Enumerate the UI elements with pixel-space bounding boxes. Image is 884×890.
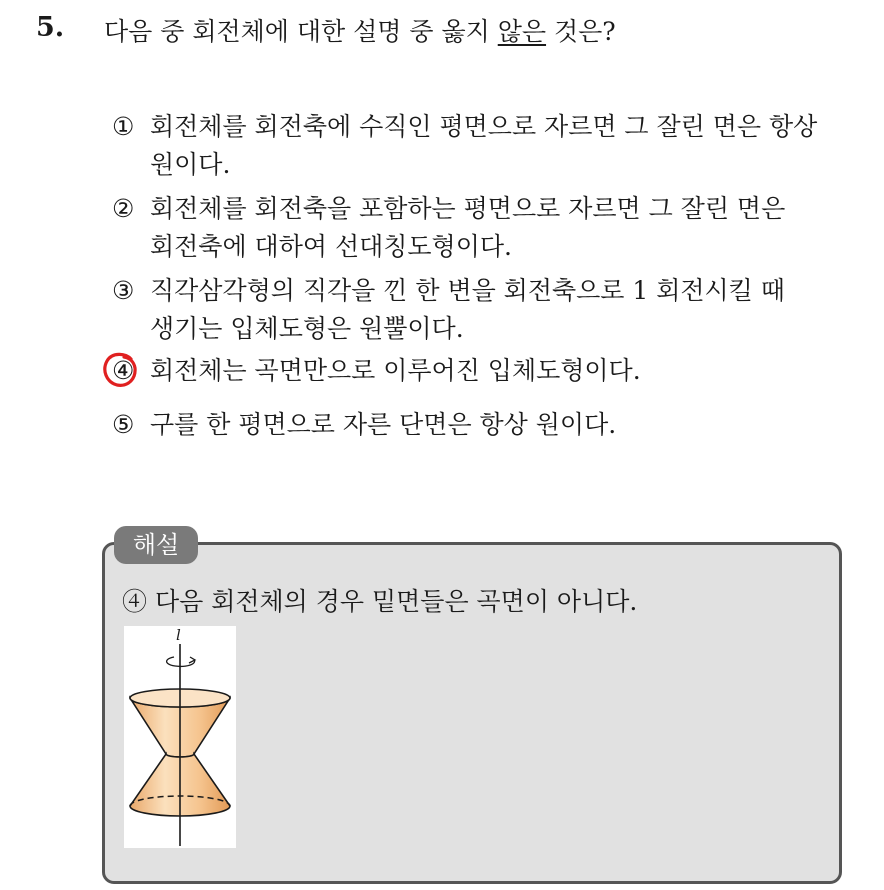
question-text-before: 다음 중 회전체에 대한 설명 중 옳지 xyxy=(104,17,498,46)
question-text-underlined: 않은 xyxy=(497,17,547,46)
choice-5[interactable] xyxy=(112,406,852,444)
double-cone-diagram xyxy=(124,626,236,848)
choice-5-text: 구를 한 평면으로 자른 단면은 항상 원이다. xyxy=(150,410,617,439)
choice-4[interactable] xyxy=(112,352,852,390)
choice-5-number: ⑤ xyxy=(112,410,135,439)
choice-3-line1: 직각삼각형의 직각을 낀 한 변을 회전축으로 1 회전시킬 때 xyxy=(150,276,785,305)
choice-1-line2: 원이다. xyxy=(150,150,231,179)
choice-2-line1: 회전체를 회전축을 포함하는 평면으로 자르면 그 잘린 면은 xyxy=(150,194,786,223)
choice-list xyxy=(112,108,852,444)
choice-4-number xyxy=(112,352,150,390)
axis-label: l xyxy=(176,626,181,644)
question-text xyxy=(104,12,616,48)
rotation-solid-figure xyxy=(124,626,236,848)
choice-3-text xyxy=(150,272,852,348)
question-number: 5. xyxy=(36,12,65,43)
choice-2[interactable] xyxy=(112,190,852,266)
choice-1[interactable] xyxy=(112,108,852,184)
choice-3-number: ③ xyxy=(112,276,135,305)
choice-1-text xyxy=(150,108,852,184)
choice-2-line2: 회전축에 대하여 선대칭도형이다. xyxy=(150,232,512,261)
choice-3[interactable] xyxy=(112,272,852,348)
choice-1-line1: 회전체를 회전축에 수직인 평면으로 자르면 그 잘린 면은 항상 xyxy=(150,112,818,141)
choice-4-number-text: ④ xyxy=(112,356,135,385)
choice-2-text xyxy=(150,190,852,266)
choice-3-line2: 생기는 입체도형은 원뿔이다. xyxy=(150,314,464,343)
explanation-tab: 해설 xyxy=(114,526,198,564)
choice-1-number: ① xyxy=(112,112,135,141)
choice-2-number: ② xyxy=(112,194,135,223)
choice-4-text: 회전체는 곡면만으로 이루어진 입체도형이다. xyxy=(150,356,641,385)
explanation-text: ④ 다음 회전체의 경우 밑면들은 곡면이 아니다. xyxy=(122,587,638,616)
question-text-after: 것은? xyxy=(546,17,616,46)
